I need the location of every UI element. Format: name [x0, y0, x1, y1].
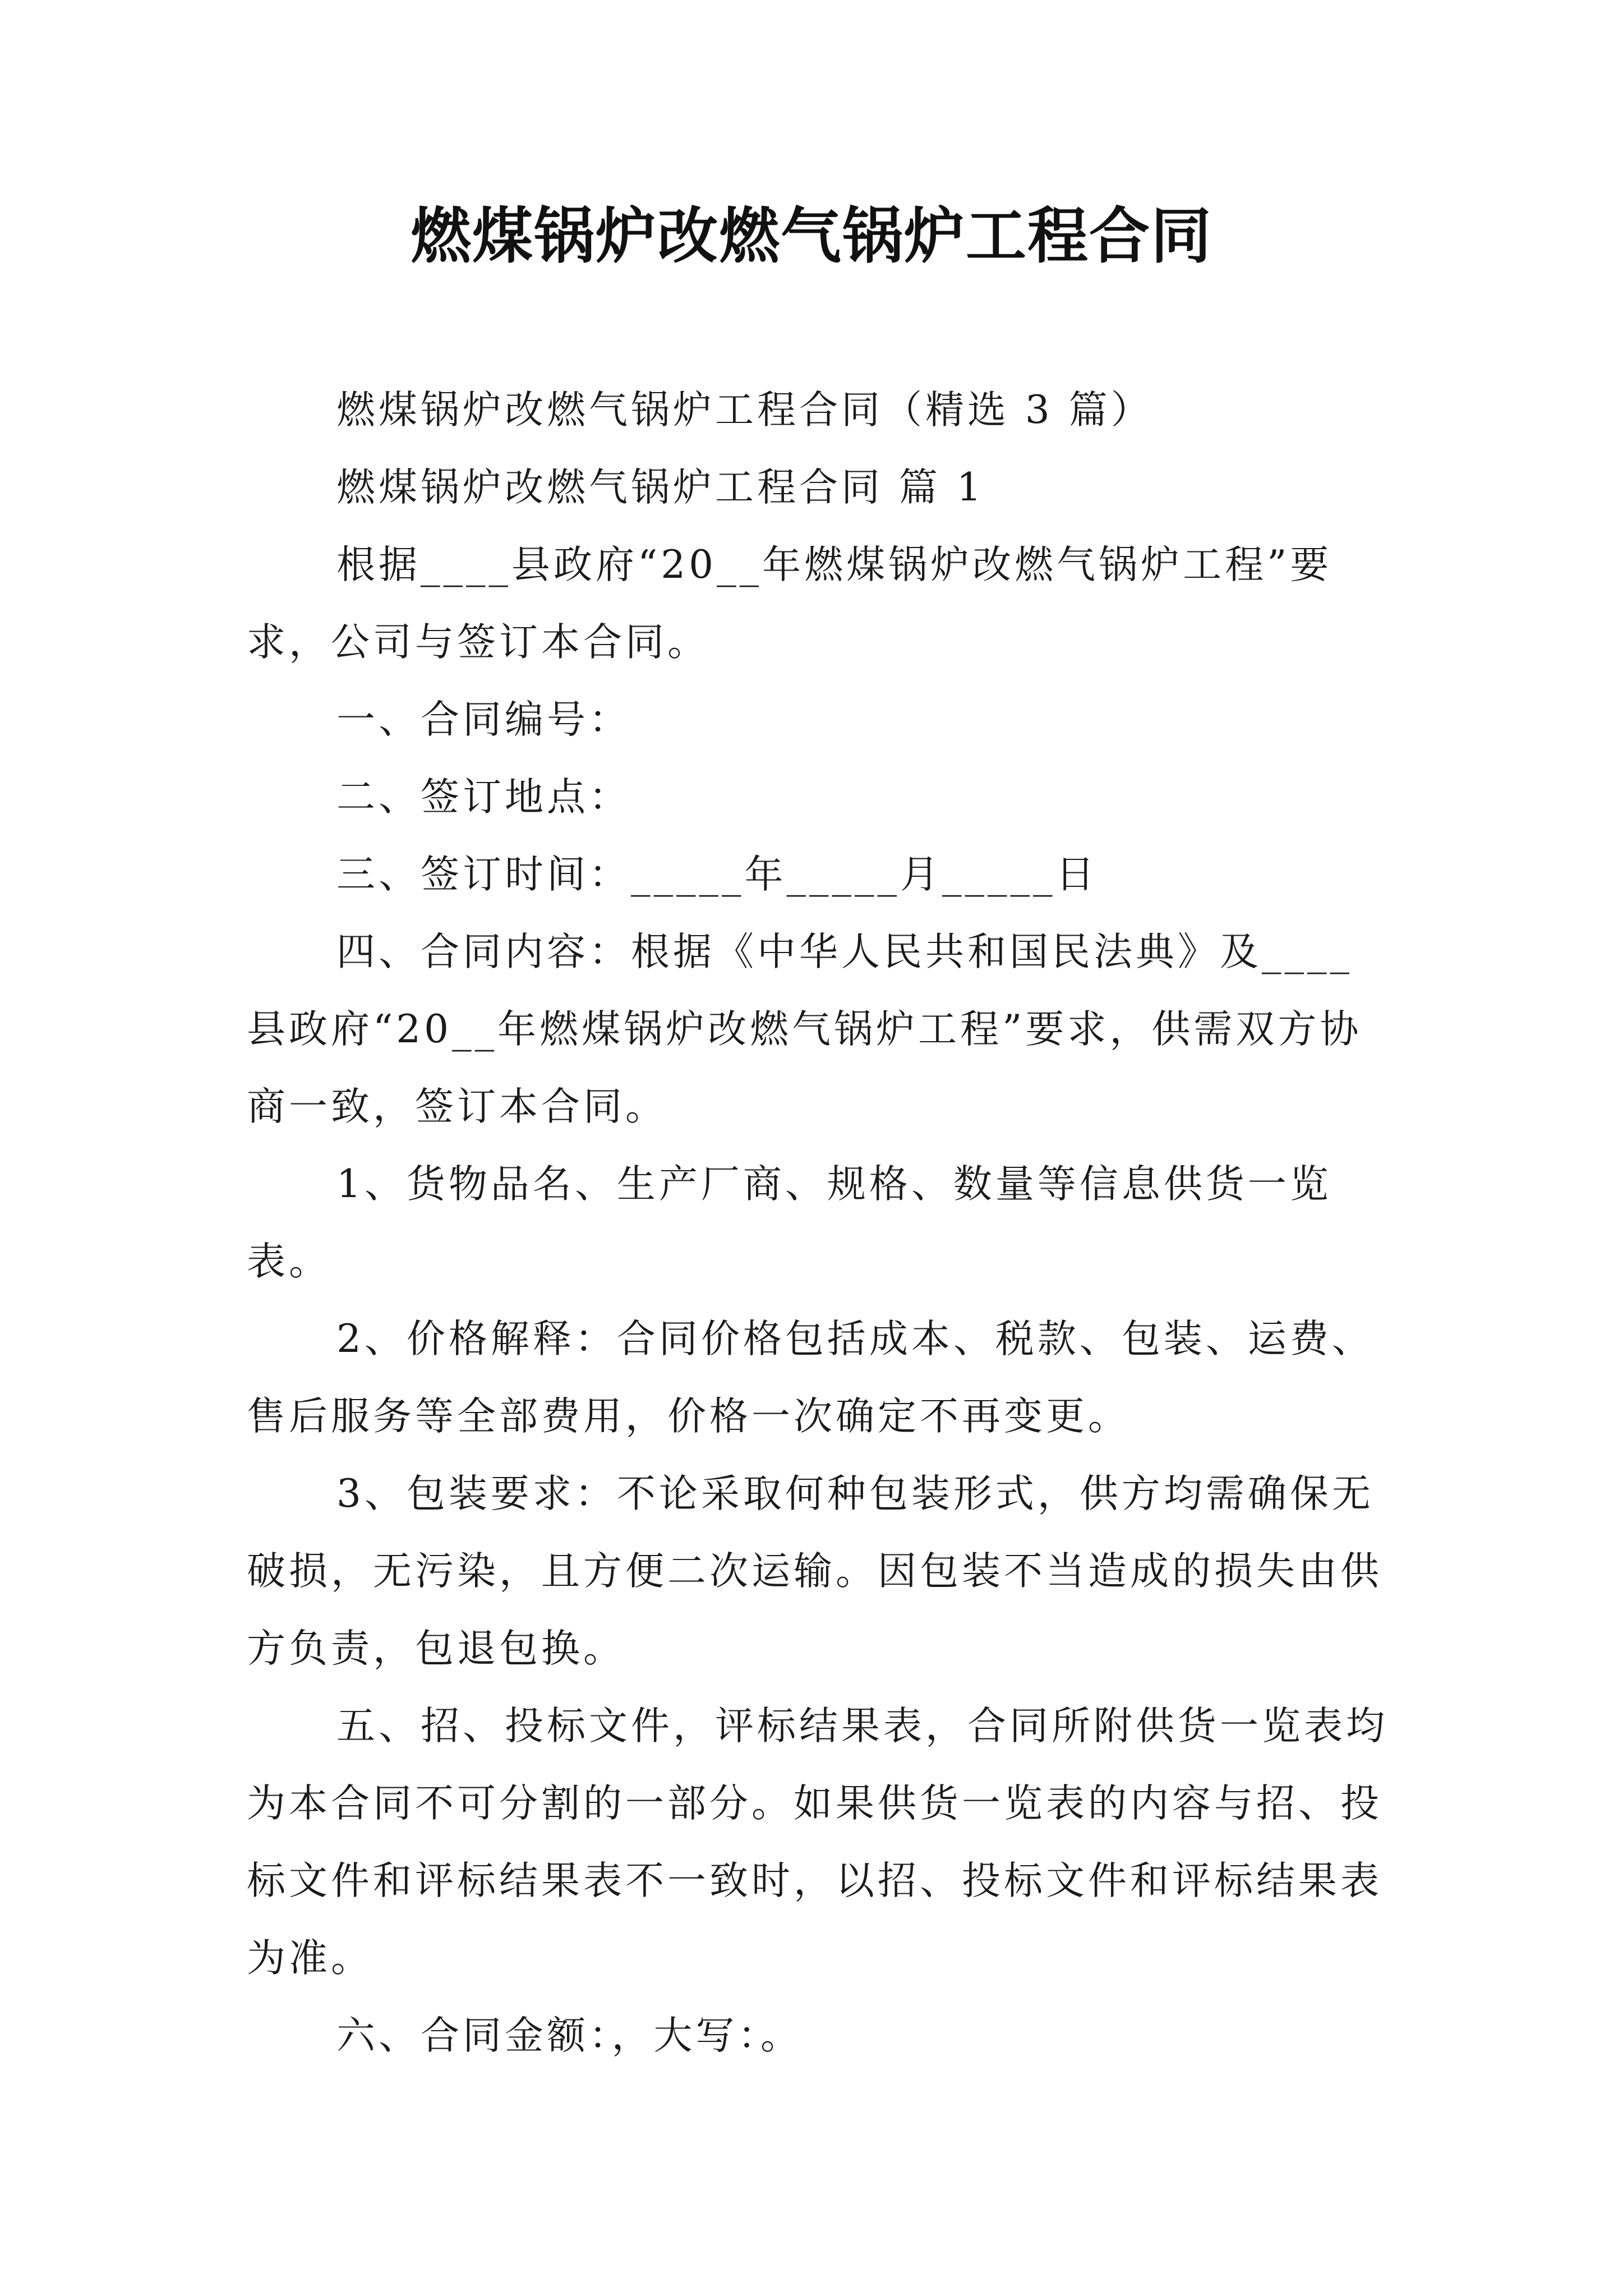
- paragraph-signing-date: 三、签订时间：_____年_____月_____日: [336, 852, 1098, 897]
- paragraph-intro: 根据____县政府“20__年燃煤锅炉改燃气锅炉工程”要求，公司与签订本合同。: [247, 542, 1332, 665]
- document-title: 燃煤锅炉改燃气锅炉工程合同: [410, 201, 1212, 272]
- paragraph-subtitle: 燃煤锅炉改燃气锅炉工程合同（精选 3 篇）: [336, 388, 1153, 432]
- paragraph-contract-content: 四、合同内容：根据《中华人民共和国民法典》及____县政府“20__年燃煤锅炉改燃气锅炉工程”要求，供需双方协商一致，签订本合同。: [247, 930, 1362, 1129]
- paragraph-item-1: 1、货物品名、生产厂商、规格、数量等信息供货一览表。: [247, 1162, 1332, 1284]
- paragraph-item-3: 3、包装要求：不论采取何种包装形式，供方均需确保无破损，无污染，且方便二次运输。因包装不当造成的损失由供方负责，包退包换。: [247, 1471, 1382, 1671]
- paragraph-tender-documents: 五、招、投标文件，评标结果表，合同所附供货一览表均为本合同不可分割的一部分。如果供货一览表的内容与招、投标文件和评标结果表不一致时，以招、投标文件和评标结果表为准。: [247, 1704, 1388, 1981]
- paragraph-item-2: 2、价格解释：合同价格包括成本、税款、包装、运费、售后服务等全部费用，价格一次确定不再变更。: [247, 1317, 1374, 1439]
- paragraph-signing-place: 二、签订地点：: [336, 775, 631, 820]
- paragraph-contract-number: 一、合同编号：: [336, 697, 631, 742]
- paragraph-section-heading: 燃煤锅炉改燃气锅炉工程合同 篇 1: [336, 465, 985, 510]
- paragraph-contract-amount: 六、合同金额：，大写：。: [336, 2013, 803, 2058]
